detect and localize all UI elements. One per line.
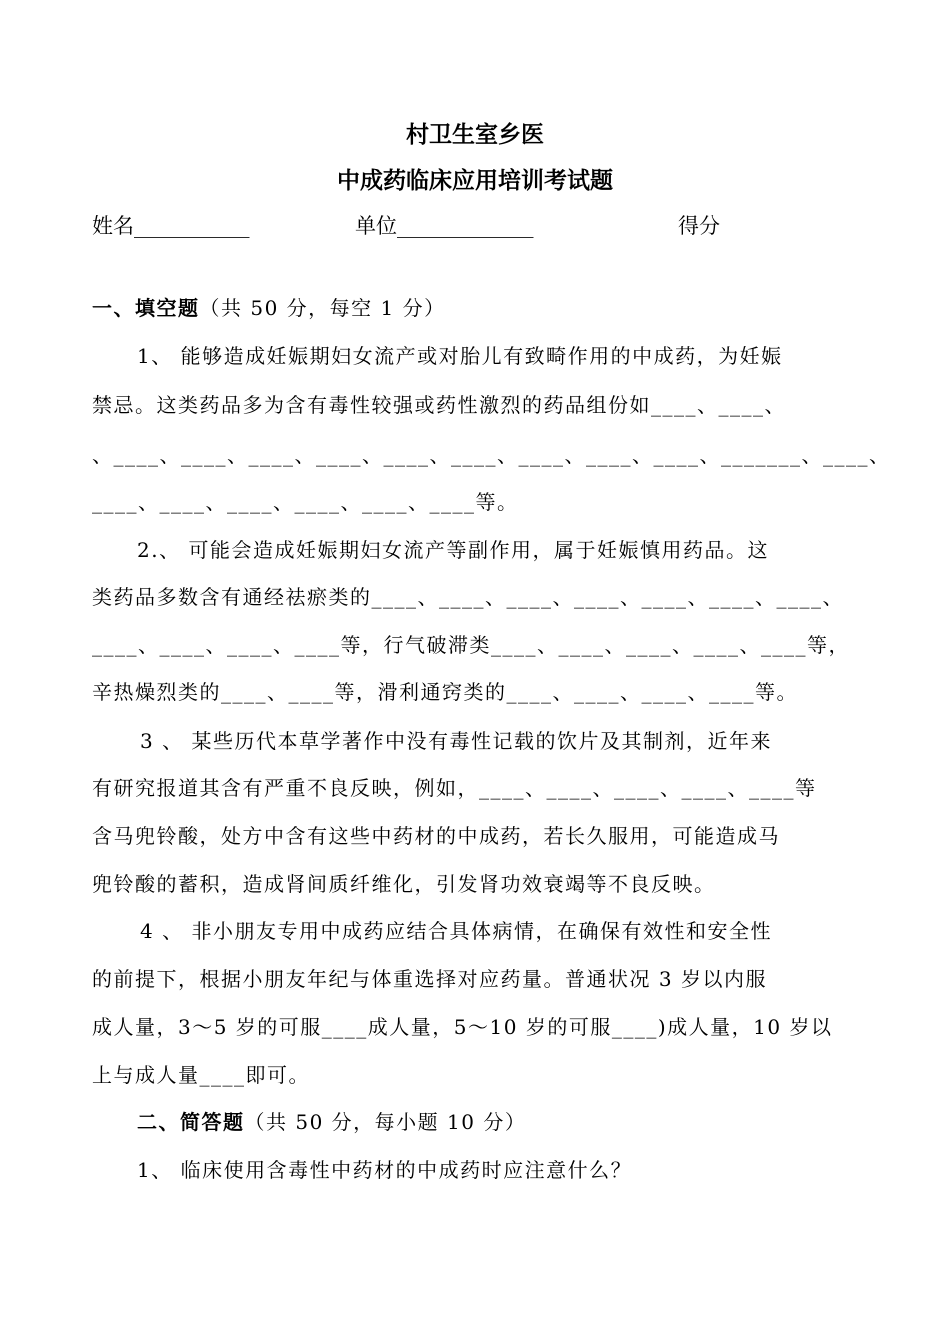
section2-heading: 二、简答题 — [137, 1110, 245, 1134]
score-label: 得分 — [678, 214, 720, 238]
name-field[interactable]: 姓名___________ — [92, 214, 250, 238]
q4-line-1: 4 、 非小朋友专用中成药应结合具体病情，在确保有效性和安全性 — [140, 919, 772, 943]
section2-note: （共 50 分，每小题 10 分） — [244, 1110, 527, 1134]
q4-line-2: 的前提下，根据小朋友年纪与体重选择对应药量。普通状况 3 岁以内服 — [92, 967, 767, 991]
q3-line-3: 含马兜铃酸，处方中含有这些中药材的中成药，若长久服用，可能造成马 — [92, 824, 780, 848]
q2-line-2: 类药品多数含有通经祛瘀类的____、____、____、____、____、____、____、 — [92, 585, 844, 609]
q1-line-3: 、____、____、____、____、____、____、____、____、____、_______、____、 — [92, 443, 891, 467]
q3-line-2: 有研究报道其含有严重不良反映，例如，____、____、____、____、____等 — [92, 776, 817, 800]
section2-header — [137, 1107, 526, 1137]
q1-line-1: 1、 能够造成妊娠期妇女流产或对胎儿有致畸作用的中成药，为妊娠 — [137, 344, 783, 368]
q1-line-4: ____、____、____、____、____、____等。 — [92, 490, 519, 514]
q2-line-4: 辛热燥烈类的____、____等，滑利通窍类的____、____、____、____等。 — [92, 680, 798, 704]
q2-line-1: 2.、 可能会造成妊娠期妇女流产等副作用，属于妊娠慎用药品。这 — [137, 538, 769, 562]
section1-note: （共 50 分，每空 1 分） — [199, 296, 446, 320]
q3-line-1: 3 、 某些历代本草学著作中没有毒性记载的饮片及其制剂，近年来 — [140, 729, 772, 753]
q2-line-3: ____、____、____、____等，行气破滞类____、____、____、____、____等， — [92, 633, 850, 657]
document-title-line1: 村卫生室乡医 — [406, 121, 544, 148]
q4-line-4: 上与成人量____即可。 — [92, 1063, 310, 1087]
section1-heading: 一、填空题 — [92, 296, 200, 320]
document-title-line2: 中成药临床应用培训考试题 — [337, 167, 613, 194]
examinee-info-row — [92, 210, 872, 240]
unit-field[interactable]: 单位_____________ — [355, 214, 534, 238]
q3-line-4: 兜铃酸的蓄积，造成肾间质纤维化，引发肾功效衰竭等不良反映。 — [92, 872, 716, 896]
short-answer-q1: 1、 临床使用含毒性中药材的中成药时应注意什么？ — [137, 1158, 633, 1182]
q1-line-2: 禁忌。这类药品多为含有毒性较强或药性激烈的药品组份如____、____、 — [92, 393, 786, 417]
q4-line-3: 成人量，3～5 岁的可服____成人量，5～10 岁的可服____)成人量，10 岁以 — [92, 1015, 833, 1039]
section1-header — [92, 293, 446, 323]
